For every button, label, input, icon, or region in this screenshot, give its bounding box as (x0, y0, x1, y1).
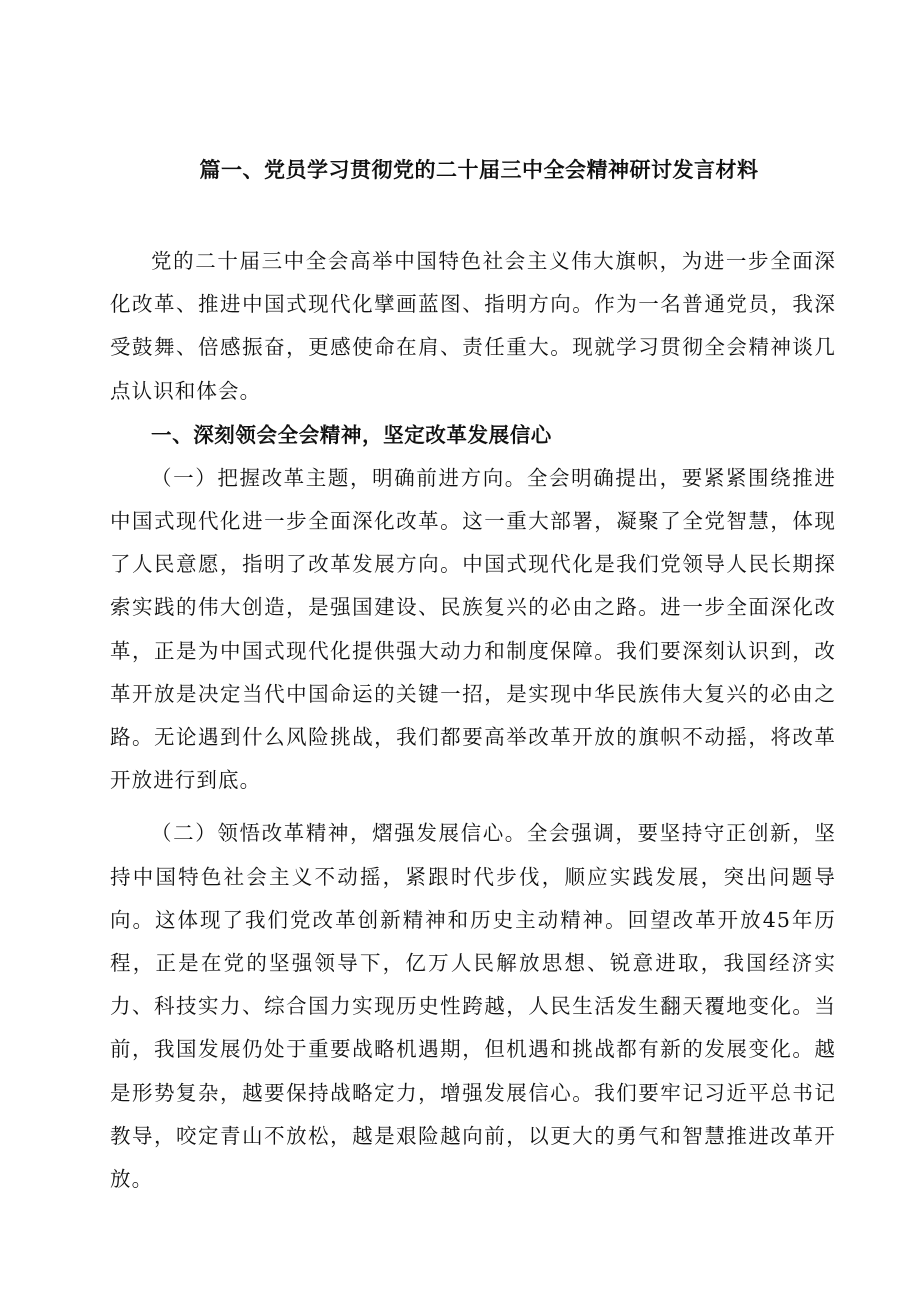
intro-paragraph: 党的二十届三中全会高举中国特色社会主义伟大旗帜，为进一步全面深化改革、推进中国式现代化擘画蓝图、指明方向。作为一名普通党员，我深受鼓舞、倍感振奋，更感使命在肩、责任重大。现就学习贯彻全会精神谈几点认识和体会。 (110, 249, 836, 403)
section-heading-1: 一、深刻领会全会精神，坚定改革发展信心 (151, 422, 552, 447)
subsection-paragraph-2: （二）领悟改革精神，熠强发展信心。全会强调，要坚持守正创新，坚持中国特色社会主义不动摇，紧跟时代步伐，顺应实践发展，突出问题导向。这体现了我们党改革创新精神和历史主动精神。回望改革开放45年历程，正是在党的坚强领导下，亿万人民解放思想、锐意进取，我国经济实力、科技实力、综合国力实现历史性跨越，人民生活发生翻天覆地变化。当前，我国发展仍处于重要战略机遇期，但机遇和挑战都有新的发展变化。越是形势复杂，越要保持战略定力，增强发展信心。我们要牢记习近平总书记教导，咬定青山不放松，越是艰险越向前，以更大的勇气和智慧推进改革开放。 (110, 821, 836, 1192)
subsection-paragraph-1: （一）把握改革主题，明确前进方向。全会明确提出，要紧紧围绕推进中国式现代化进一步全面深化改革。这一重大部署，凝聚了全党智慧，体现了人民意愿，指明了改革发展方向。中国式现代化是我们党领导人民长期探索实践的伟大创造，是强国建设、民族复兴的必由之路。进一步全面深化改革，正是为中国式现代化提供强大动力和制度保障。我们要深刻认识到，改革开放是决定当代中国命运的关键一招，是实现中华民族伟大复兴的必由之路。无论遇到什么风险挑战，我们都要高举改革开放的旗帜不动摇，将改革开放进行到底。 (110, 465, 836, 793)
document-title: 篇一、党员学习贯彻党的二十届三中全会精神研讨发言材料 (199, 158, 759, 182)
paragraph-spacer (110, 802, 836, 812)
